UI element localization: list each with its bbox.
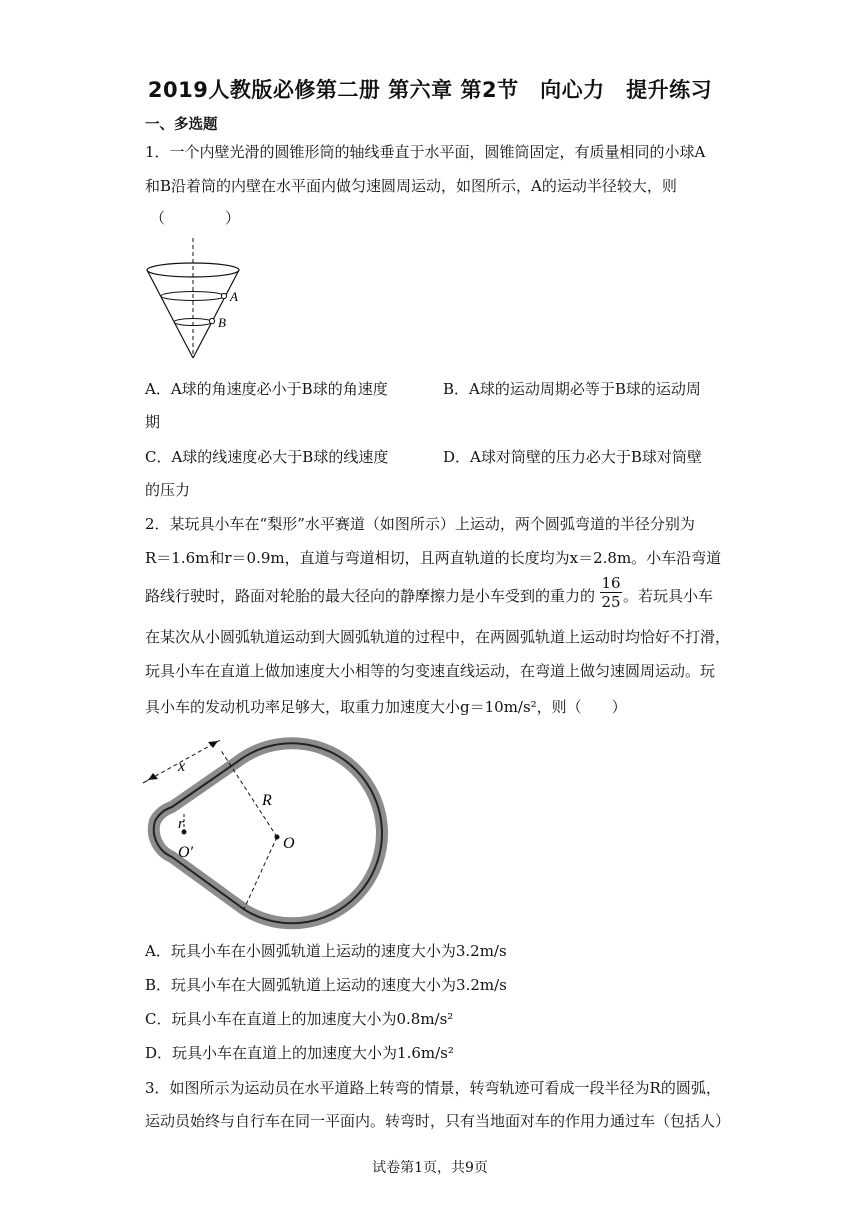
fraction-numerator: 16 bbox=[601, 574, 621, 592]
x-arrow-left bbox=[148, 773, 158, 780]
q2-line-2: R＝1.6m和r＝0.9m，直道与弯道相切，且两直轨道的长度均为x＝2.8m。小车沿弯道 bbox=[145, 549, 722, 567]
q2-option-b: B．玩具小车在大圆弧轨道上运动的速度大小为3.2m/s bbox=[145, 976, 507, 994]
q1-option-b-cont: 期 bbox=[145, 413, 161, 431]
friction-fraction bbox=[600, 574, 622, 611]
label-b: B bbox=[218, 315, 226, 330]
pear-track-figure bbox=[140, 735, 360, 925]
q1-answer-blank: （ ） bbox=[150, 209, 241, 227]
q1-line-2: 和B沿着筒的内壁在水平面内做匀速圆周运动，如图所示，A的运动半径较大，则 bbox=[145, 177, 677, 195]
ball-b bbox=[209, 318, 214, 323]
q1-option-d: D．A球对筒壁的压力必大于B球对筒壁 bbox=[443, 448, 702, 466]
label-o-prime: O′ bbox=[178, 844, 194, 861]
page-title: 2019人教版必修第二册 第六章 第2节 向心力 提升练习 bbox=[147, 78, 713, 102]
q3-line-2: 运动员始终与自行车在同一平面内。转弯时，只有当地面对车的作用力通过车（包括人） bbox=[145, 1112, 731, 1130]
q2-line-3-post: 。若玩具小车 bbox=[623, 587, 714, 605]
q3-line-1: 3．如图所示为运动员在水平道路上转弯的情景，转弯轨迹可看成一段半径为R的圆弧， bbox=[145, 1079, 721, 1097]
q1-option-a: A．A球的角速度必小于B球的角速度 bbox=[145, 380, 388, 398]
radius-r-big-bottom bbox=[244, 837, 277, 909]
cone-side-left bbox=[147, 270, 193, 358]
cone-figure bbox=[140, 238, 260, 368]
label-r-small: r bbox=[178, 816, 184, 832]
cone-side-right bbox=[193, 270, 239, 358]
q2-option-c: C．玩具小车在直道上的加速度大小为0.8m/s² bbox=[145, 1010, 454, 1028]
label-r-big: R bbox=[262, 792, 272, 809]
q1-option-c: C．A球的线速度必大于B球的线速度 bbox=[145, 448, 389, 466]
q2-line-5: 玩具小车在直道上做加速度大小相等的匀变速直线运动，在弯道上做匀速圆周运动。玩 bbox=[145, 662, 716, 680]
page-footer: 试卷第1页，共9页 bbox=[372, 1160, 488, 1176]
label-a: A bbox=[230, 289, 238, 304]
q2-option-d: D．玩具小车在直道上的加速度大小为1.6m/s² bbox=[145, 1044, 454, 1062]
fraction-denominator: 25 bbox=[601, 593, 621, 611]
label-o: O bbox=[283, 835, 295, 852]
section-heading: 一、多选题 bbox=[145, 117, 218, 133]
q1-option-d-cont: 的压力 bbox=[145, 481, 191, 499]
track-band bbox=[154, 743, 382, 923]
q2-line-4: 在某次从小圆弧轨道运动到大圆弧轨道的过程中，在两圆弧轨道上运动时均恰好不打滑， bbox=[145, 628, 731, 646]
x-arrow-right bbox=[208, 741, 218, 748]
ball-a bbox=[221, 293, 226, 298]
q1-line-1: 1．一个内壁光滑的圆锥形筒的轴线垂直于水平面，圆锥筒固定，有质量相同的小球A bbox=[145, 143, 706, 161]
q2-line-3-pre: 路线行驶时，路面对轮胎的最大径向的静摩擦力是小车受到的重力的 bbox=[145, 587, 596, 605]
q2-option-a: A．玩具小车在小圆弧轨道上运动的速度大小为3.2m/s bbox=[145, 942, 507, 960]
q2-line-1: 2．某玩具小车在“梨形”水平赛道（如图所示）上运动，两个圆弧弯道的半径分别为 bbox=[145, 515, 695, 533]
q2-line-6: 具小车的发动机功率足够大，取重力加速度大小g＝10m/s²，则（ ） bbox=[145, 698, 627, 716]
q1-option-b: B．A球的运动周期必等于B球的运动周 bbox=[443, 380, 701, 398]
label-x: x bbox=[178, 758, 186, 775]
